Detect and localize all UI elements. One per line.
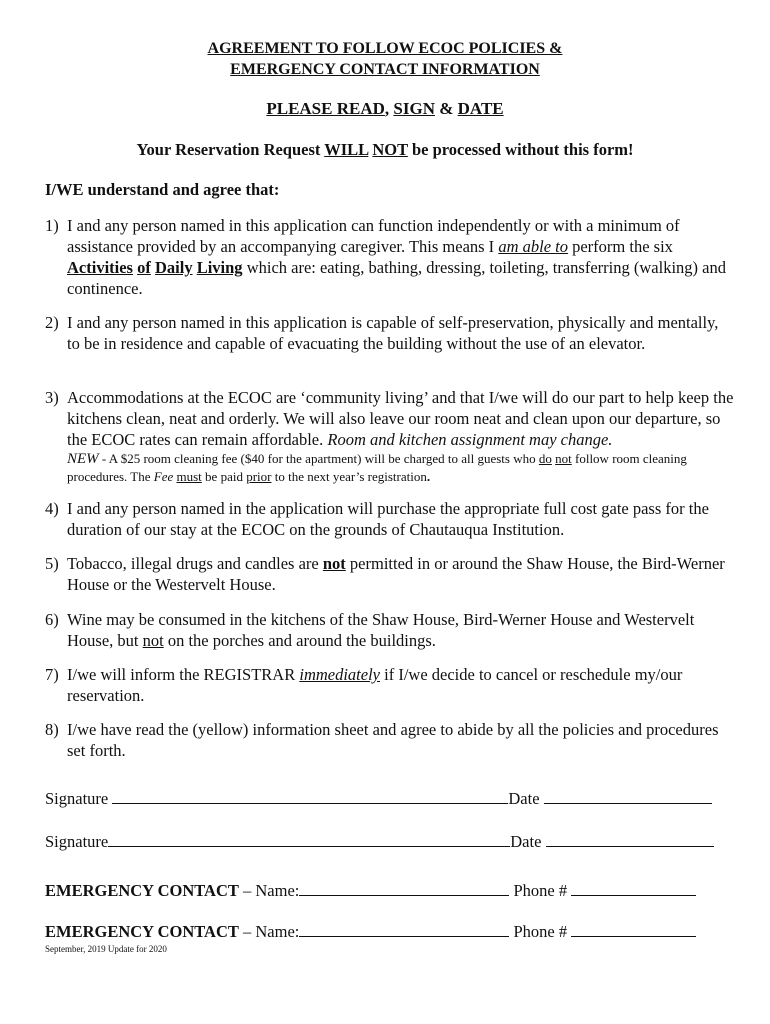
instruction-line xyxy=(0,99,770,119)
new-label: NEW xyxy=(67,451,99,467)
item-number: 1) xyxy=(45,216,59,235)
item-text: which are: eating, bathing, dressing, toileting, transferring (walking) and continence. xyxy=(67,258,726,298)
prior-text: prior xyxy=(246,469,272,484)
do-text: do xyxy=(538,451,552,466)
signature-label: Signature xyxy=(45,789,113,808)
item-number: 5) xyxy=(45,554,59,573)
date-text: DATE xyxy=(457,99,504,118)
policy-item-3 xyxy=(45,387,735,485)
emergency-contact-row-1 xyxy=(45,881,696,901)
processing-notice xyxy=(0,140,770,160)
item-text: I/we have read the (yellow) information sheet and agree to abide by all the policies and procedures set forth. xyxy=(67,720,719,760)
comma-text: , xyxy=(384,99,390,118)
am-able-to-text: am able to xyxy=(498,237,568,256)
not-text: not xyxy=(555,451,572,466)
item-text: Wine may be consumed in the kitchens of the Shaw House, Bird-Werner House and Westervelt House, but xyxy=(67,610,695,650)
date-field-1[interactable] xyxy=(544,789,712,804)
policy-item-1 xyxy=(45,215,735,299)
date-label: Date xyxy=(510,832,546,851)
emergency-contact-label: EMERGENCY CONTACT xyxy=(45,922,239,941)
name-label: – Name: xyxy=(238,881,300,900)
daily-text: Daily xyxy=(154,258,193,277)
policy-item-6 xyxy=(45,609,735,651)
signature-field-1[interactable] xyxy=(112,789,508,804)
title-line-1: AGREEMENT TO FOLLOW ECOC POLICIES & xyxy=(207,40,563,57)
policy-item-2 xyxy=(45,312,735,354)
notice-post: be processed without this form! xyxy=(407,140,634,159)
period-text: . xyxy=(426,469,431,484)
not-bold-text: not xyxy=(322,554,346,573)
phone-label: Phone # xyxy=(509,881,572,900)
not-text: not xyxy=(142,631,164,650)
date-label: Date xyxy=(508,789,544,808)
item-number: 3) xyxy=(45,388,59,407)
date-field-2[interactable] xyxy=(546,832,714,847)
policy-item-4 xyxy=(45,498,735,540)
fee-text: be paid xyxy=(201,469,247,484)
agreement-lead: I/WE understand and agree that: xyxy=(45,180,280,199)
emergency-contact-label: EMERGENCY CONTACT xyxy=(45,881,239,900)
title-line-2: EMERGENCY CONTACT INFORMATION xyxy=(230,61,540,78)
emergency-contact-row-2 xyxy=(45,922,696,942)
sign-text: SIGN xyxy=(393,99,435,118)
item-text: on the porches and around the buildings. xyxy=(163,631,436,650)
footer-version: September, 2019 Update for 2020 xyxy=(45,944,167,954)
item-text: if I/we decide to cancel or reschedule my/our reservation. xyxy=(67,665,683,705)
emergency-name-field-2[interactable] xyxy=(299,922,509,937)
policy-item-7 xyxy=(45,664,735,706)
signature-label: Signature xyxy=(45,832,109,851)
immediately-text: immediately xyxy=(299,665,380,684)
item-number: 6) xyxy=(45,610,59,629)
fee-text: follow room cleaning procedures. The xyxy=(67,451,687,484)
emergency-name-field-1[interactable] xyxy=(299,881,509,896)
living-text: Living xyxy=(196,258,243,277)
item-number: 2) xyxy=(45,313,59,332)
fee-text: to the next year’s registration xyxy=(271,469,427,484)
cleaning-fee-note xyxy=(67,450,735,485)
signature-row-2 xyxy=(45,832,714,852)
notice-not: NOT xyxy=(372,140,408,159)
policy-item-5 xyxy=(45,553,735,595)
emergency-phone-field-1[interactable] xyxy=(571,881,696,896)
item-text: I and any person named in this application can function independently or with a minimum of assistance provided by an accompanying caregiver. This means I xyxy=(67,216,680,256)
phone-label: Phone # xyxy=(509,922,572,941)
name-label: – Name: xyxy=(238,922,300,941)
item-text: I and any person named in the application will purchase the appropriate full cost gate pass for the duration of our stay at the ECOC on the grounds of Chautauqua Institution. xyxy=(67,499,709,539)
of-text: of xyxy=(137,258,151,277)
ampersand-text: & xyxy=(439,99,454,118)
fee-label: Fee xyxy=(153,469,174,484)
item-text: I and any person named in this application is capable of self-preservation, physically and mentally, to be in residence and capable of evacuating the building without the use of an elevator. xyxy=(67,313,719,353)
item-number: 8) xyxy=(45,720,59,739)
must-text: must xyxy=(176,469,202,484)
signature-row-1 xyxy=(45,789,712,809)
item-text: perform the six xyxy=(567,237,673,256)
item-number: 7) xyxy=(45,665,59,684)
item-text: permitted in or around the Shaw House, the Bird-Werner House or the Westervelt House. xyxy=(67,554,725,594)
assignment-note: Room and kitchen assignment may change. xyxy=(327,430,613,449)
item-text: Accommodations at the ECOC are ‘community living’ and that I/we will do our part to help keep the kitchens clean, neat and orderly. We will also leave our room neat and clean upon our departure, so the ECOC rates can remain affordable. xyxy=(67,388,734,449)
item-text: I/we will inform the REGISTRAR xyxy=(67,665,300,684)
policy-item-8 xyxy=(45,719,735,761)
fee-text: - A $25 room cleaning fee ($40 for the apartment) will be charged to all guests who xyxy=(98,451,539,466)
item-text: Tobacco, illegal drugs and candles are xyxy=(67,554,323,573)
item-number: 4) xyxy=(45,499,59,518)
activities-text: Activities xyxy=(67,258,133,277)
emergency-phone-field-2[interactable] xyxy=(571,922,696,937)
signature-field-2[interactable] xyxy=(108,832,510,847)
please-read-text: PLEASE READ xyxy=(266,99,385,118)
notice-will: WILL xyxy=(324,140,369,159)
notice-pre: Your Reservation Request xyxy=(136,140,325,159)
